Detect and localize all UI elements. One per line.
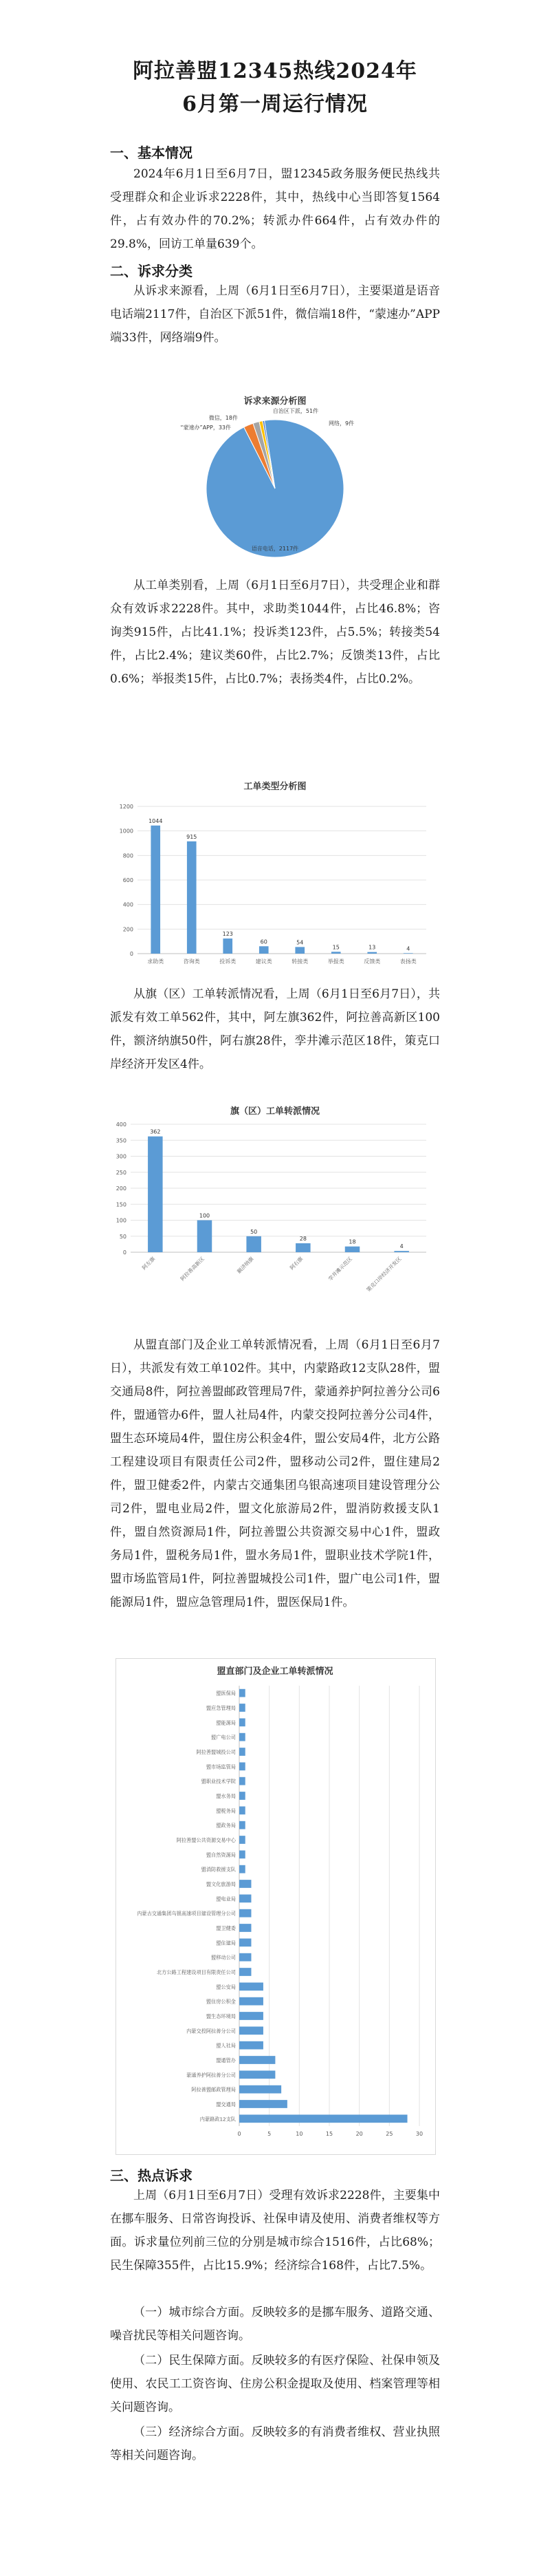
document-title-line2: 6月第一周运行情况 bbox=[182, 92, 368, 116]
y-tick-label-0: 0 bbox=[129, 951, 133, 957]
x-tick-label-3: 投诉类 bbox=[219, 958, 236, 965]
bar-4 bbox=[296, 1243, 311, 1252]
bar-21 bbox=[239, 1982, 263, 1990]
paragraph-ticket-types: 从工单类别看，上周（6月1日至6月7日），共受理企业和群众有效诉求2228件。其中，求助类1044件，占比46.8%；咨询类915件，占比41.1%；投诉类123件，占5.5%；转接类54件，占比2.4%；建议类60件，占比2.7%；反馈类13件，占比0.6%；举报类15件，占比0.7%；表扬类4件，占比0.2%。 bbox=[110, 579, 440, 686]
y-tick-label-12: 盟自然资源局 bbox=[206, 1852, 236, 1858]
y-tick-label-19: 盟移动公司 bbox=[211, 1954, 236, 1961]
y-tick-label-25: 盟人社局 bbox=[216, 2042, 236, 2049]
x-tick-label-1: 5 bbox=[267, 2131, 272, 2137]
data-label-4: 60 bbox=[260, 938, 267, 945]
paragraph-city-affairs: （一）城市综合方面。反映较多的是挪车服务、道路交通、噪音扰民等相关问题咨询。 bbox=[110, 2306, 440, 2343]
x-tick-label-0: 0 bbox=[237, 2131, 241, 2137]
paragraph-economy: （三）经济综合方面。反映较多的有消费者维权、营业执照等相关问题咨询。 bbox=[110, 2425, 440, 2462]
y-tick-label-24: 内蒙交投阿拉善分公司 bbox=[186, 2028, 236, 2035]
data-label-1: 362 bbox=[150, 1128, 161, 1135]
y-tick-label-4: 800 bbox=[122, 852, 133, 859]
x-tick-label-5: 孪井滩示范区 bbox=[327, 1256, 353, 1282]
y-tick-label-2: 100 bbox=[116, 1217, 126, 1224]
y-tick-label-21: 盟公安局 bbox=[216, 1984, 236, 1990]
y-tick-label-15: 盟电业局 bbox=[216, 1896, 236, 1902]
y-tick-label-5: 250 bbox=[116, 1169, 126, 1176]
department-chart-title: 盟直部门及企业工单转派情况 bbox=[217, 1666, 333, 1677]
bar-25 bbox=[239, 2041, 263, 2050]
y-tick-label-4: 盟广电公司 bbox=[211, 1734, 236, 1741]
paragraph-basic-info: 2024年6月1日至6月7日，盟12345政务服务便民热线共受理群众和企业诉求2228件，其中，热线中心当即答复1564件，占有效办件的70.2%；转派办件664件，占有效办件的29.8%，回访工单量639个。 bbox=[110, 167, 440, 251]
section-heading-classification: 二、诉求分类 bbox=[110, 263, 192, 279]
y-tick-label-30: 内蒙路政12支队 bbox=[199, 2116, 236, 2123]
x-tick-label-3: 额济纳旗 bbox=[236, 1256, 255, 1275]
bar-4 bbox=[259, 946, 269, 954]
bar-8 bbox=[404, 953, 413, 954]
pie-label-5: 网络，9件 bbox=[329, 420, 355, 427]
y-tick-label-13: 盟消防救援支队 bbox=[201, 1866, 236, 1873]
y-tick-label-27: 蒙通养护阿拉善分公司 bbox=[186, 2072, 236, 2079]
bar-5 bbox=[345, 1247, 360, 1252]
y-tick-label-17: 盟卫健委 bbox=[216, 1925, 236, 1931]
bar-1 bbox=[148, 1137, 163, 1252]
data-label-5: 18 bbox=[349, 1238, 356, 1245]
x-tick-label-5: 转接类 bbox=[292, 958, 309, 965]
y-tick-label-14: 盟文化旅游局 bbox=[206, 1881, 236, 1887]
y-tick-label-4: 200 bbox=[116, 1185, 126, 1192]
y-tick-label-18: 盟住建局 bbox=[216, 1940, 236, 1946]
district-dispatch-bar-chart bbox=[110, 1119, 440, 1318]
y-tick-label-2: 盟应急管理局 bbox=[206, 1705, 236, 1711]
bar-2 bbox=[239, 1704, 245, 1712]
x-tick-label-6: 策克口岸经济开发区 bbox=[365, 1256, 403, 1294]
x-tick-label-2: 10 bbox=[296, 2131, 303, 2137]
bar-5 bbox=[239, 1748, 245, 1756]
x-tick-label-6: 举报类 bbox=[327, 958, 344, 965]
x-tick-label-4: 20 bbox=[355, 2131, 363, 2137]
y-tick-label-26: 盟通管办 bbox=[216, 2057, 236, 2063]
x-tick-label-7: 反馈类 bbox=[364, 958, 381, 965]
x-tick-label-2: 阿拉善高新区 bbox=[179, 1256, 206, 1282]
x-tick-label-6: 30 bbox=[415, 2131, 424, 2137]
pie-label-1: 语音电话，2117件 bbox=[251, 546, 299, 552]
x-tick-label-4: 建议类 bbox=[255, 958, 272, 965]
y-tick-label-6: 300 bbox=[116, 1153, 126, 1160]
bar-18 bbox=[239, 1938, 251, 1946]
bar-3 bbox=[223, 938, 232, 954]
x-tick-label-1: 求助类 bbox=[147, 958, 164, 965]
bar-1 bbox=[239, 1689, 245, 1697]
pie-chart-title: 诉求来源分析图 bbox=[243, 396, 307, 407]
y-tick-label-20: 北方公路工程建设项目有限责任公司 bbox=[156, 1969, 236, 1975]
department-dispatch-bar-chart bbox=[117, 1679, 433, 2151]
bar-12 bbox=[239, 1850, 245, 1858]
y-tick-label-7: 350 bbox=[116, 1137, 126, 1144]
data-label-6: 4 bbox=[399, 1243, 404, 1250]
pie-label-2: 自治区下派，51件 bbox=[272, 408, 319, 414]
data-label-2: 100 bbox=[199, 1212, 210, 1219]
y-tick-label-8: 盟水务局 bbox=[216, 1793, 236, 1799]
data-label-8: 4 bbox=[406, 945, 410, 952]
y-tick-label-5: 阿拉善盟城投公司 bbox=[196, 1749, 236, 1755]
bar-6 bbox=[239, 1762, 245, 1770]
data-label-2: 915 bbox=[186, 833, 197, 840]
bar-4 bbox=[239, 1733, 245, 1741]
y-tick-label-7: 盟职业技术学院 bbox=[201, 1778, 236, 1785]
bar-29 bbox=[239, 2100, 287, 2108]
bar-17 bbox=[239, 1924, 251, 1932]
bar-1 bbox=[151, 826, 160, 954]
bar-15 bbox=[239, 1894, 251, 1902]
bar-5 bbox=[295, 947, 305, 954]
bar-11 bbox=[239, 1836, 245, 1844]
bar-3 bbox=[246, 1236, 261, 1252]
bar-10 bbox=[239, 1821, 245, 1829]
pie-label-4: 微信，18件 bbox=[208, 415, 238, 421]
data-label-6: 15 bbox=[332, 944, 340, 951]
data-label-5: 54 bbox=[296, 939, 304, 946]
paragraph-district-dispatch: 从旗（区）工单转派情况看，上周（6月1日至6月7日），共派发有效工单562件，其中，阿左旗362件，阿拉善高新区100件，额济纳旗50件，阿右旗28件，孪井滩示范区18件，策克口岸经济开发区4件。 bbox=[110, 987, 440, 1071]
paragraph-source: 从诉求来源看，上周（6月1日至6月7日），主要渠道是语音电话端2117件，自治区下派51件，微信端18件，“蒙速办”APP端33件，网络端9件。 bbox=[110, 284, 440, 345]
paragraph-hotspots: 上周（6月1日至6月7日）受理有效诉求2228件，主要集中在挪车服务、日常咨询投诉、社保申请及使用、消费者维权等方面。诉求量位列前三位的分别是城市综合1516件，占比68%；民生保障355件，占比15.9%；经济综合168件，占比7.5%。 bbox=[110, 2189, 440, 2273]
y-tick-label-28: 阿拉善盟邮政管理局 bbox=[191, 2086, 236, 2093]
bar-27 bbox=[239, 2070, 275, 2079]
bar-3 bbox=[239, 1718, 245, 1726]
y-tick-label-6: 盟市场监管局 bbox=[206, 1763, 236, 1770]
ticket-type-bar-chart bbox=[110, 795, 440, 981]
bar-6 bbox=[394, 1251, 409, 1252]
bar-24 bbox=[239, 2026, 263, 2035]
bar-16 bbox=[239, 1909, 251, 1918]
y-tick-label-10: 盟政务局 bbox=[216, 1822, 236, 1829]
y-tick-label-8: 400 bbox=[116, 1121, 126, 1128]
bar-2 bbox=[197, 1221, 212, 1253]
section-heading-hotspots: 三、热点诉求 bbox=[110, 2167, 192, 2184]
y-tick-label-22: 盟住房公积金 bbox=[206, 1998, 236, 2005]
y-tick-label-16: 内蒙古交通集团乌银高速项目建设管理分公司 bbox=[137, 1910, 236, 1917]
y-tick-label-5: 1000 bbox=[119, 828, 133, 835]
section-heading-basic: 一、基本情况 bbox=[110, 144, 192, 161]
x-tick-label-3: 15 bbox=[325, 2131, 333, 2137]
bar-6 bbox=[331, 952, 341, 954]
bar-28 bbox=[239, 2085, 281, 2094]
x-tick-label-2: 咨询类 bbox=[183, 958, 200, 965]
paragraph-livelihood: （二）民生保障方面。反映较多的有医疗保险、社保申领及使用、农民工工资咨询、住房公积金提取及使用、档案管理等相关问题咨询。 bbox=[110, 2354, 440, 2414]
x-tick-label-4: 阿右旗 bbox=[288, 1256, 305, 1271]
bar-26 bbox=[239, 2056, 275, 2064]
y-tick-label-2: 400 bbox=[122, 901, 133, 908]
data-label-3: 50 bbox=[250, 1228, 258, 1235]
data-label-3: 123 bbox=[222, 931, 233, 938]
y-tick-label-3: 150 bbox=[116, 1201, 126, 1208]
y-tick-label-1: 50 bbox=[119, 1233, 126, 1240]
y-tick-label-3: 盟能源局 bbox=[216, 1719, 236, 1726]
data-label-7: 13 bbox=[368, 944, 376, 951]
y-tick-label-6: 1200 bbox=[119, 804, 133, 810]
y-tick-label-1: 盟医保局 bbox=[216, 1690, 236, 1697]
bar-14 bbox=[239, 1880, 251, 1888]
data-label-4: 28 bbox=[299, 1235, 307, 1242]
bar-7 bbox=[239, 1777, 245, 1785]
y-tick-label-23: 盟生态环境局 bbox=[206, 2013, 236, 2019]
y-tick-label-9: 盟税务局 bbox=[216, 1807, 236, 1814]
data-label-1: 1044 bbox=[148, 817, 163, 824]
y-tick-label-29: 盟交通局 bbox=[216, 2101, 236, 2107]
bar-9 bbox=[239, 1806, 245, 1814]
type-bar-chart-title: 工单类型分析图 bbox=[243, 782, 307, 792]
y-tick-label-0: 0 bbox=[122, 1249, 126, 1256]
paragraph-department-dispatch: 从盟直部门及企业工单转派情况看，上周（6月1日至6月7日），共派发有效工单102件。其中，内蒙路政12支队28件，盟交通局8件，阿拉善盟邮政管理局7件，蒙通养护阿拉善分公司6件，盟通管办6件，盟人社局4件，内蒙交投阿拉善分公司4件，盟生态环境局4件，盟住房公积金4件，盟公安局4件，北方公路工程建设项目有限责任公司2件，盟移动公司2件，盟住建局2件，盟卫健委2件，内蒙古交通集团乌银高速项目建设管理分公司2件，盟电业局2件，盟文化旅游局2件，盟消防救援支队1件，盟自然资源局1件，阿拉善盟公共资源交易中心1件，盟政务局1件，盟税务局1件，盟水务局1件，盟职业技术学院1件，盟市场监管局1件，阿拉善盟城投公司1件，盟广电公司1件，盟能源局1件，盟应急管理局1件，盟医保局1件。 bbox=[110, 1338, 440, 1609]
bar-8 bbox=[239, 1792, 245, 1800]
bar-20 bbox=[239, 1968, 251, 1976]
pie-label-3: “蒙速办”APP，33件 bbox=[180, 425, 231, 431]
x-tick-label-1: 阿左旗 bbox=[140, 1256, 157, 1271]
y-tick-label-1: 200 bbox=[122, 926, 133, 933]
x-tick-label-5: 25 bbox=[386, 2131, 393, 2137]
bar-7 bbox=[367, 952, 377, 954]
document-title-line1: 阿拉善盟12345热线2024年 bbox=[133, 59, 417, 83]
bar-13 bbox=[239, 1865, 245, 1874]
bar-22 bbox=[239, 1997, 263, 2006]
bar-23 bbox=[239, 2012, 263, 2020]
bar-30 bbox=[239, 2114, 408, 2123]
x-tick-label-8: 表扬类 bbox=[399, 958, 417, 965]
source-pie-chart bbox=[165, 406, 385, 564]
bar-19 bbox=[239, 1953, 251, 1962]
bar-2 bbox=[187, 841, 197, 954]
y-tick-label-3: 600 bbox=[122, 877, 133, 883]
y-tick-label-11: 阿拉善盟公共资源交易中心 bbox=[176, 1837, 236, 1843]
district-bar-chart-title: 旗（区）工单转派情况 bbox=[230, 1106, 320, 1117]
